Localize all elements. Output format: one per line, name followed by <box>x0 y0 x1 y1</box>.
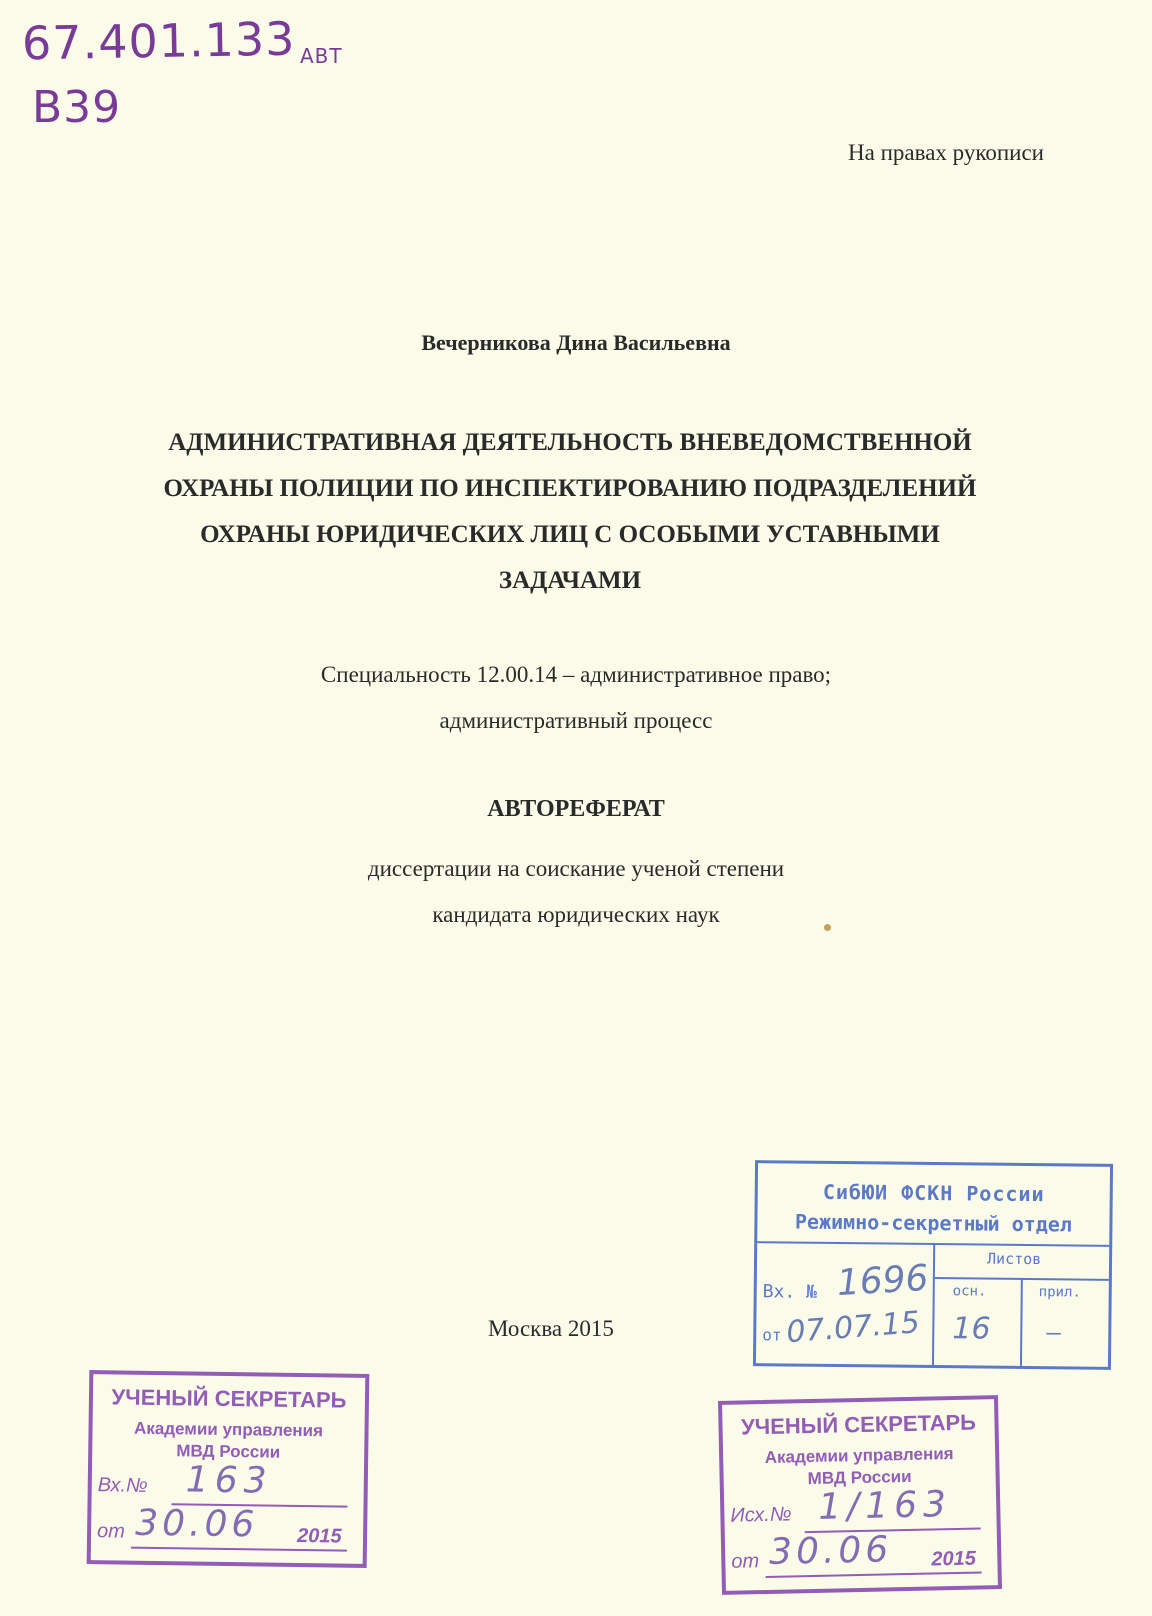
registry-stamp-organization: СибЮИ ФСКН России <box>822 1179 1045 1207</box>
library-code-suffix: АВТ <box>300 44 343 68</box>
registry-main-label: осн. <box>952 1283 987 1300</box>
secretary-stamp-number: 1/163 <box>817 1484 953 1528</box>
secretary-stamp-date-label: от <box>96 1520 126 1543</box>
city-year: Москва 2015 <box>488 1316 614 1341</box>
specialty-line: Специальность 12.00.14 – административное право; <box>320 662 832 687</box>
stamp-divider <box>1020 1278 1023 1366</box>
specialty <box>0 652 1152 744</box>
stamp-divider <box>932 1243 935 1365</box>
dissertation-title <box>90 420 1050 604</box>
secretary-stamp-outgoing <box>718 1395 1002 1595</box>
registry-date: 07.07.15 <box>785 1305 922 1351</box>
secretary-stamp-title: УЧЕНЫЙ СЕКРЕТАРЬ <box>740 1409 977 1440</box>
stamp-underline <box>766 1571 982 1578</box>
registry-incoming-label: Вх. № <box>762 1281 818 1303</box>
degree-description <box>0 846 1152 938</box>
secretary-stamp-number-label: Исх.№ <box>730 1503 792 1527</box>
secretary-stamp-org: МВД России <box>176 1441 281 1462</box>
title-line: ОХРАНЫ ЮРИДИЧЕСКИХ ЛИЦ С ОСОБЫМИ УСТАВНЫМИ <box>200 521 940 548</box>
secretary-stamp-org: МВД России <box>807 1466 912 1489</box>
library-classification-code: 67.401.133 <box>21 11 296 71</box>
title-line: ЗАДАЧАМИ <box>498 567 642 594</box>
secretary-stamp-year: 2015 <box>931 1547 977 1571</box>
degree-line: диссертации на соискание ученой степени <box>367 856 785 881</box>
manuscript-rights-note: На правах рукописи <box>848 140 1044 165</box>
registry-stamp-department: Режимно-секретный отдел <box>794 1209 1073 1237</box>
specialty-line: административный процесс <box>439 708 713 733</box>
paper-speck <box>824 924 831 931</box>
registry-sheets-main: 16 <box>952 1311 991 1347</box>
secretary-stamp-incoming <box>87 1370 370 1568</box>
registry-stamp <box>753 1160 1113 1370</box>
registry-sheets-appendix: — <box>1046 1318 1061 1347</box>
secretary-stamp-org: Академии управления <box>133 1418 324 1441</box>
secretary-stamp-date: 30.06 <box>768 1529 893 1573</box>
title-line: ОХРАНЫ ПОЛИЦИИ ПО ИНСПЕКТИРОВАНИЮ ПОДРАЗДЕЛЕНИЙ <box>163 475 977 502</box>
shelf-mark: В39 <box>32 82 122 133</box>
registry-sheets-label: Листов <box>986 1249 1042 1269</box>
abstract-heading: АВТОРЕФЕРАТ <box>487 796 665 822</box>
secretary-stamp-year: 2015 <box>296 1524 342 1548</box>
title-line: АДМИНИСТРАТИВНАЯ ДЕЯТЕЛЬНОСТЬ ВНЕВЕДОМСТВЕННОЙ <box>168 429 972 456</box>
secretary-stamp-org: Академии управления <box>764 1444 954 1467</box>
secretary-stamp-number-label: Вх.№ <box>97 1474 148 1497</box>
secretary-stamp-date-label: от <box>731 1550 760 1573</box>
degree-line: кандидата юридических наук <box>432 902 720 927</box>
registry-incoming-number: 1696 <box>835 1257 930 1305</box>
secretary-stamp-title: УЧЕНЫЙ СЕКРЕТАРЬ <box>111 1384 347 1413</box>
registry-date-label: от <box>762 1325 782 1345</box>
registry-appendix-label: прил. <box>1038 1284 1081 1301</box>
secretary-stamp-number: 163 <box>185 1459 273 1502</box>
secretary-stamp-date: 30.06 <box>134 1502 259 1546</box>
author-name: Вечерникова Дина Васильевна <box>421 330 731 355</box>
